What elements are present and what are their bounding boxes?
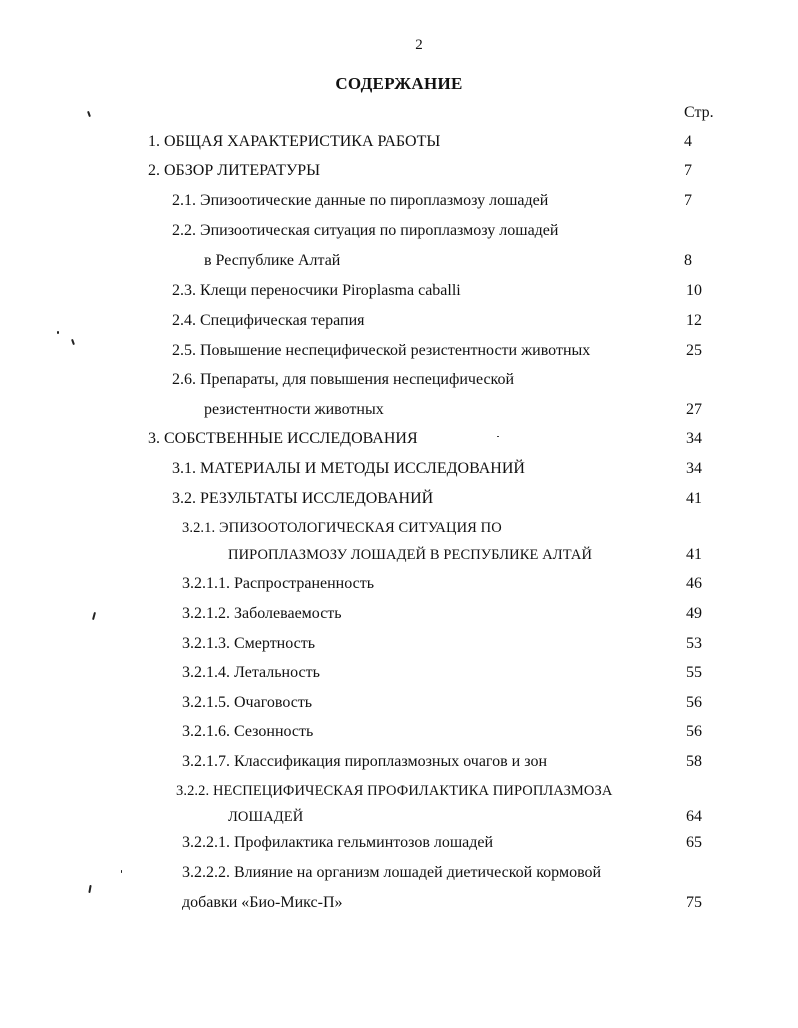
toc-entry-text: 3.2.1.1. Распространенность bbox=[182, 575, 375, 592]
toc-entry-text: 3.2.1.5. Очаговость bbox=[182, 694, 313, 711]
page-title: СОДЕРЖАНИЕ bbox=[335, 74, 463, 93]
toc-entry-text: 3.2.2.1. Профилактика гельминтозов лошадей bbox=[182, 834, 494, 851]
toc-entry-page: 58 bbox=[686, 753, 702, 770]
scan-speck bbox=[87, 111, 91, 117]
toc-entry-text: 3.2.1.6. Сезонность bbox=[182, 723, 314, 740]
toc-entry-page: 41 bbox=[686, 490, 702, 507]
toc-entry-page: 4 bbox=[684, 133, 692, 150]
toc-entry-page: 56 bbox=[686, 723, 702, 740]
toc-entry-page: 55 bbox=[686, 664, 702, 681]
toc-entry-page: 49 bbox=[686, 605, 702, 622]
toc-entry-page: 56 bbox=[686, 694, 702, 711]
toc-entry-text: 2.1. Эпизоотические данные по пироплазмозу лошадей bbox=[172, 192, 549, 209]
toc-entry-page: 7 bbox=[684, 192, 692, 209]
toc-entry-page: 65 bbox=[686, 834, 702, 851]
toc-entry-text: 3.2.1. ЭПИЗООТОЛОГИЧЕСКАЯ СИТУАЦИЯ ПО bbox=[182, 520, 502, 536]
toc-entry-page: 75 bbox=[686, 894, 702, 911]
toc-entry-page: 10 bbox=[686, 282, 702, 299]
toc-entry-continuation: в Республике Алтай bbox=[204, 252, 341, 269]
toc-entry-text: 2.5. Повышение неспецифической резистентности животных bbox=[172, 342, 591, 359]
toc-entry-text: 3.1. МАТЕРИАЛЫ И МЕТОДЫ ИССЛЕДОВАНИЙ bbox=[172, 460, 525, 477]
toc-entry-page: 46 bbox=[686, 575, 702, 592]
scan-speck bbox=[57, 331, 59, 334]
toc-entry-continuation: ПИРОПЛАЗМОЗУ ЛОШАДЕЙ В РЕСПУБЛИКЕ АЛТАЙ bbox=[228, 547, 593, 563]
toc-entry-page: 53 bbox=[686, 635, 702, 652]
toc-entry-page: 7 bbox=[684, 162, 692, 179]
toc-entry-text: 2.6. Препараты, для повышения неспецифической bbox=[172, 371, 515, 388]
toc-entry-text: 3.2.1.4. Летальность bbox=[182, 664, 320, 681]
toc-entry-text: 3.2.1.2. Заболеваемость bbox=[182, 605, 342, 622]
toc-entry-text: 2.2. Эпизоотическая ситуация по пироплазмозу лошадей bbox=[172, 222, 559, 239]
toc-entry-continuation: резистентности животных bbox=[204, 401, 384, 418]
toc-entry-text: 2.3. Клещи переносчики Piroplasma caballi bbox=[172, 282, 461, 299]
scan-speck bbox=[71, 339, 75, 345]
toc-entry-page: 41 bbox=[686, 546, 702, 563]
scan-speck bbox=[88, 885, 91, 893]
toc-entry-page: 64 bbox=[686, 808, 702, 825]
page-column-header: Стр. bbox=[684, 104, 714, 121]
toc-entry-text: 3. СОБСТВЕННЫЕ ИССЛЕДОВАНИЯ bbox=[148, 430, 418, 447]
scan-speck bbox=[92, 612, 96, 620]
toc-entry-page: 12 bbox=[686, 312, 702, 329]
toc-entry-page: 34 bbox=[686, 460, 702, 477]
toc-entry-text: 1. ОБЩАЯ ХАРАКТЕРИСТИКА РАБОТЫ bbox=[148, 133, 441, 150]
toc-entry-page: 27 bbox=[686, 401, 702, 418]
scan-speck bbox=[121, 870, 122, 873]
toc-entry-page: 25 bbox=[686, 342, 702, 359]
page-number: 2 bbox=[415, 37, 423, 53]
scan-speck bbox=[497, 436, 499, 437]
toc-entry-text: 3.2.2.2. Влияние на организм лошадей диетической кормовой bbox=[182, 864, 602, 881]
toc-entry-text: 2.4. Специфическая терапия bbox=[172, 312, 365, 329]
toc-entry-text: 3.2. РЕЗУЛЬТАТЫ ИССЛЕДОВАНИЙ bbox=[172, 490, 434, 507]
toc-entry-continuation: ЛОШАДЕЙ bbox=[228, 809, 304, 825]
toc-entry-continuation: добавки «Био-Микс-П» bbox=[182, 894, 343, 911]
toc-entry-page: 34 bbox=[686, 430, 702, 447]
toc-entry-text: 2. ОБЗОР ЛИТЕРАТУРЫ bbox=[148, 162, 321, 179]
toc-entry-text: 3.2.1.7. Классификация пироплазмозных очагов и зон bbox=[182, 753, 547, 770]
toc-entry-text: 3.2.1.3. Смертность bbox=[182, 635, 316, 652]
toc-entry-page: 8 bbox=[684, 252, 692, 269]
toc-entry-text: 3.2.2. НЕСПЕЦИФИЧЕСКАЯ ПРОФИЛАКТИКА ПИРОПЛАЗМОЗА bbox=[176, 783, 613, 799]
